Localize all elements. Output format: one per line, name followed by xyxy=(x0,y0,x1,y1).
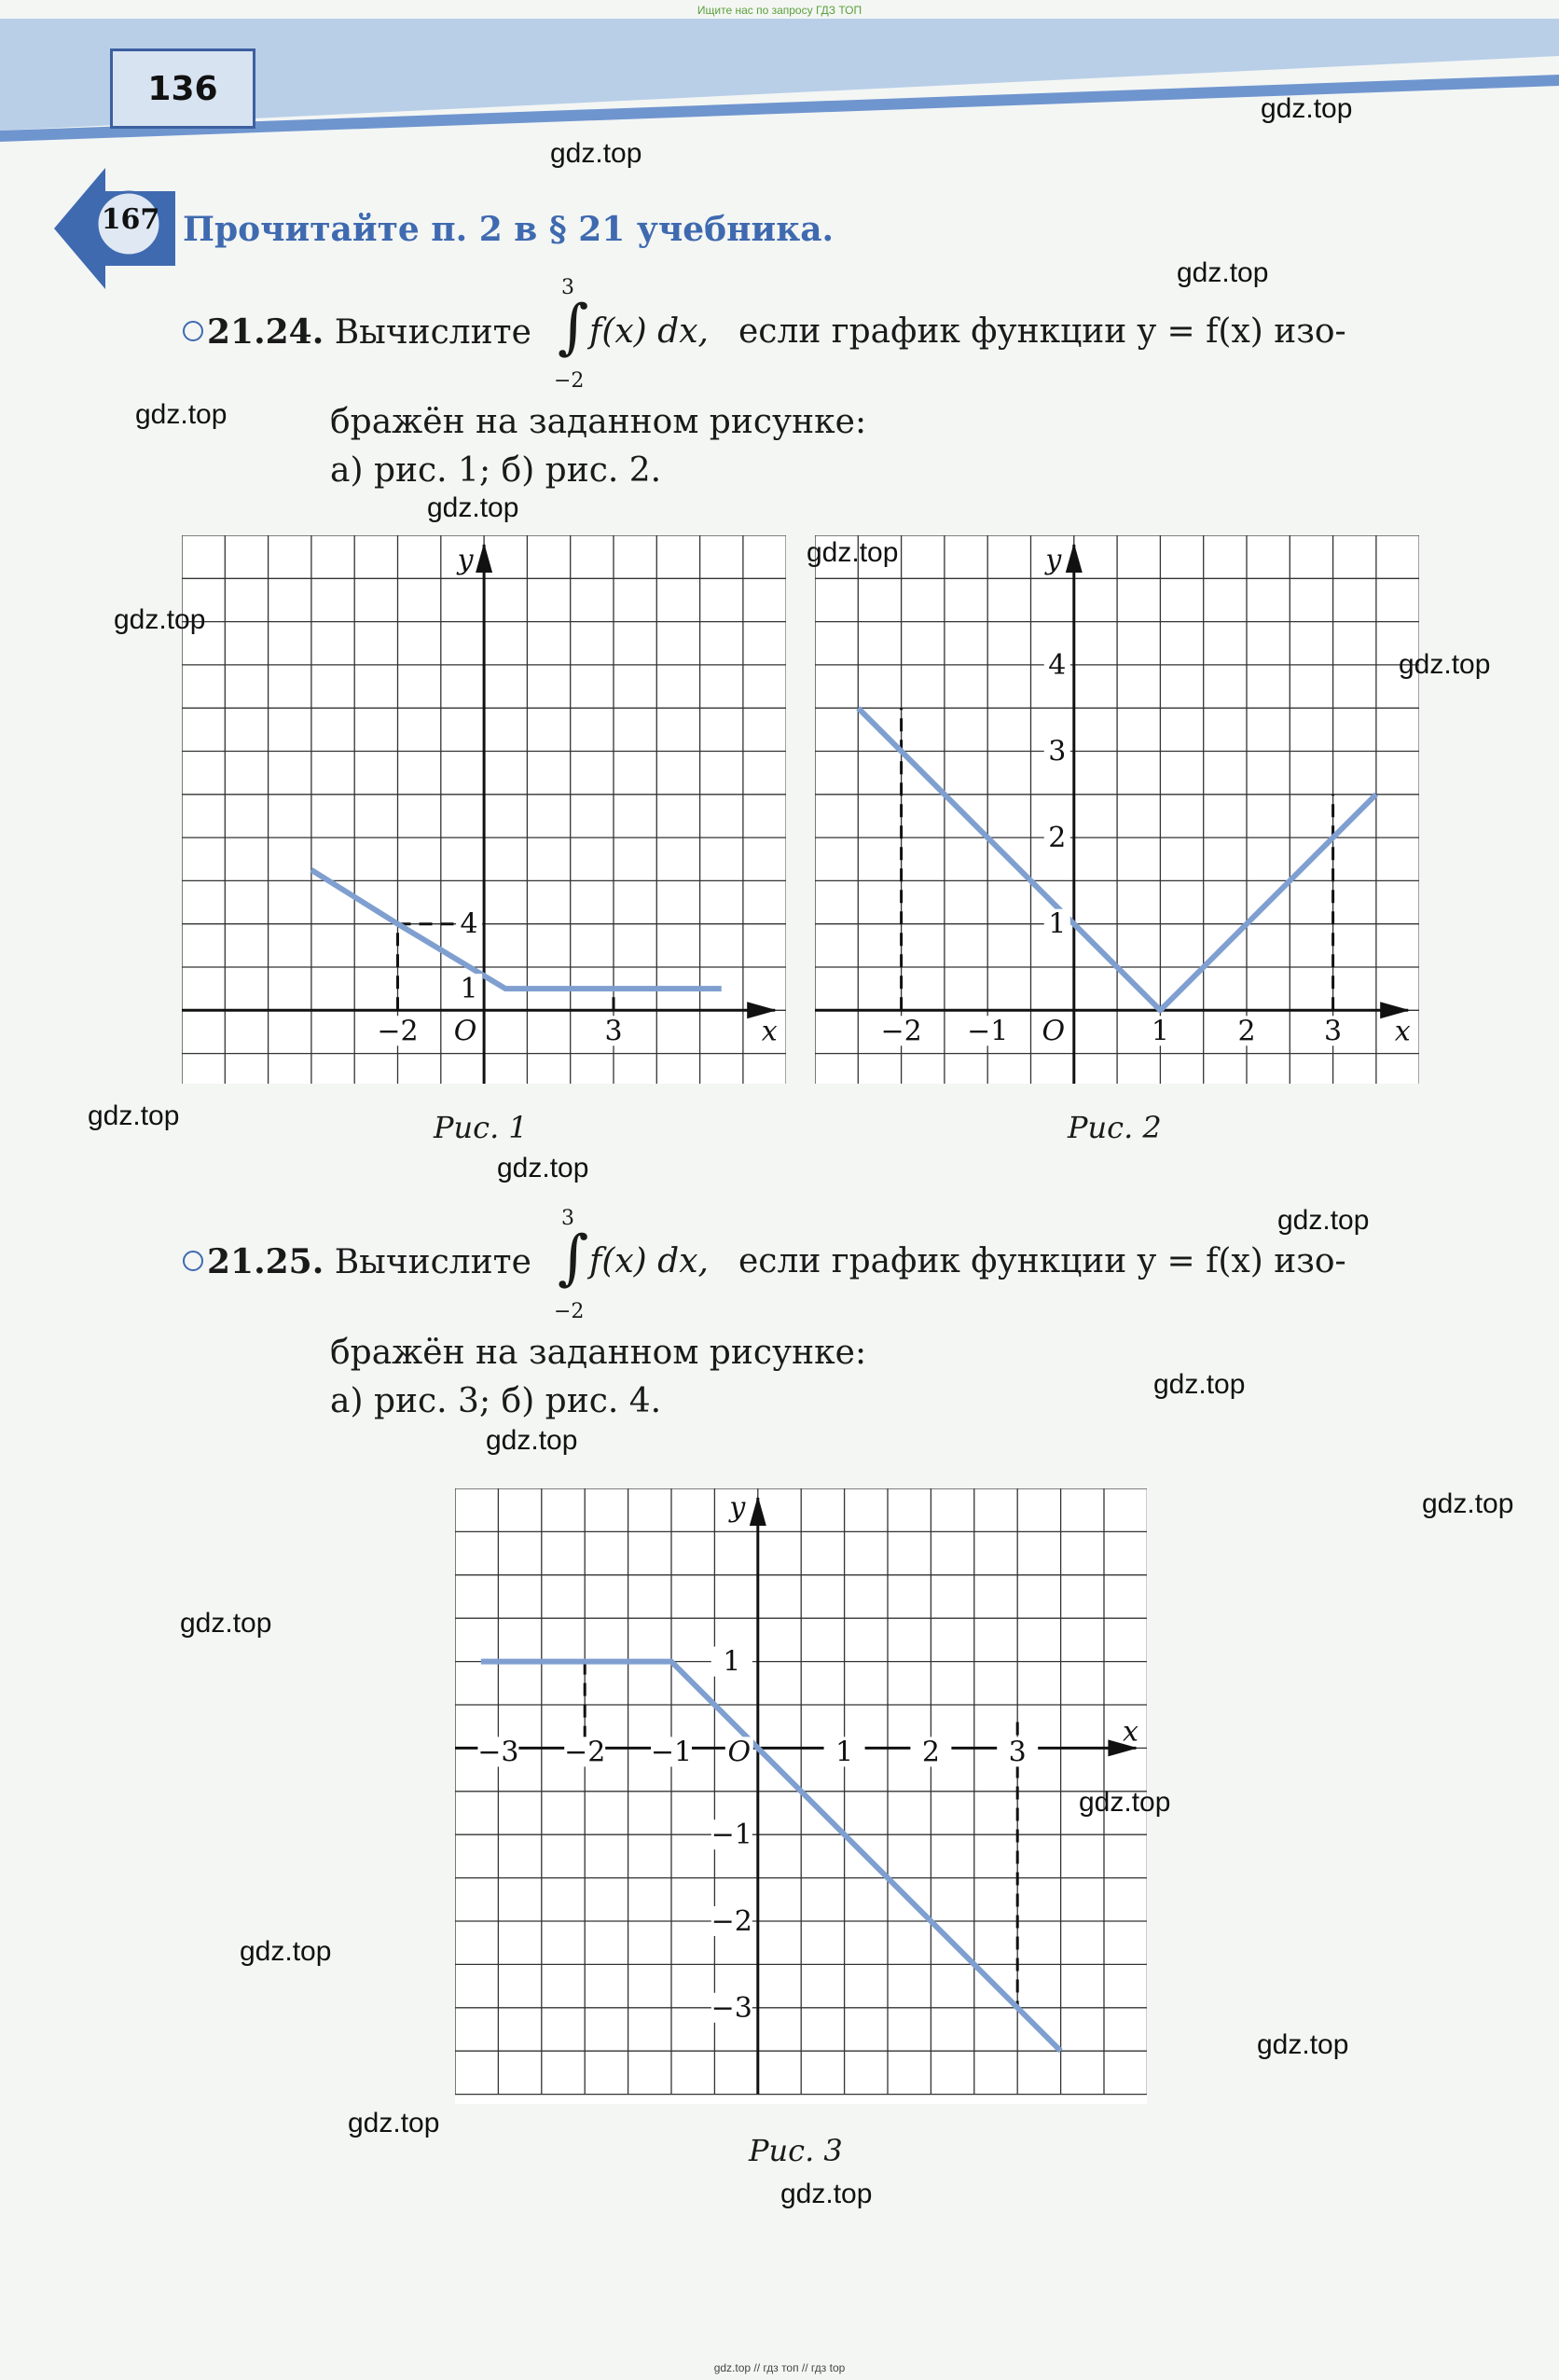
y-tick-label: −3 xyxy=(711,1991,752,2025)
integrand: f(x) dx, xyxy=(589,312,709,351)
watermark: gdz.top xyxy=(1261,93,1353,124)
origin-label: O xyxy=(1042,1015,1066,1048)
problem-text-line3: а) рис. 1; б) рис. 2. xyxy=(330,451,662,490)
x-tick-label: 1 xyxy=(835,1736,854,1769)
function-graph-line xyxy=(311,870,722,989)
y-tick-label: 4 xyxy=(460,907,478,941)
problem-number: 21.25. xyxy=(207,1242,324,1281)
watermark: gdz.top xyxy=(497,1153,589,1183)
x-tick-label: −2 xyxy=(564,1736,606,1769)
page-number: 136 xyxy=(110,48,255,129)
problem-verb: Вычислите xyxy=(334,313,531,352)
x-axis-label: x xyxy=(1122,1715,1138,1749)
watermark: gdz.top xyxy=(1399,649,1491,680)
x-axis-label: x xyxy=(1394,1015,1411,1048)
y-tick-label: −1 xyxy=(711,1819,752,1852)
y-tick-label: 1 xyxy=(723,1645,741,1679)
watermark: gdz.top xyxy=(486,1425,578,1456)
problem-21-25-line1 xyxy=(183,1242,531,1281)
figure-3-graph xyxy=(455,1488,1147,2104)
figure-1-caption: Рис. 1 xyxy=(434,1110,528,1145)
y-axis-label: y xyxy=(1045,544,1062,576)
header-note: Ищите нас по запросу ГДЗ ТОП xyxy=(697,4,862,17)
watermark: gdz.top xyxy=(348,2108,440,2138)
watermark: gdz.top xyxy=(135,399,228,430)
watermark: gdz.top xyxy=(240,1936,332,1967)
x-axis-label: x xyxy=(761,1015,778,1048)
problem-text-rest: если график функции y = f(x) изо- xyxy=(738,1242,1346,1280)
y-tick-label: 3 xyxy=(1048,735,1067,768)
watermark: gdz.top xyxy=(180,1608,272,1639)
hint-text: Прочитайте п. 2 в § 21 учебника. xyxy=(183,210,835,249)
problem-text-line3: а) рис. 3; б) рис. 4. xyxy=(330,1382,662,1420)
integral-sign: ∫ xyxy=(558,1224,589,1293)
origin-label: O xyxy=(727,1736,752,1769)
problem-text-rest: если график функции y = f(x) изо- xyxy=(738,312,1346,351)
x-tick-label: −1 xyxy=(967,1015,1009,1048)
x-tick-label: 3 xyxy=(604,1015,623,1048)
x-tick-label: −2 xyxy=(377,1015,419,1048)
watermark: gdz.top xyxy=(1277,1205,1370,1236)
y-tick-label: 1 xyxy=(460,973,478,1006)
watermark: gdz.top xyxy=(427,492,519,523)
problem-text-line2: бражён на заданном рисунке: xyxy=(330,1334,867,1372)
watermark: gdz.top xyxy=(550,138,642,169)
y-tick-label: 1 xyxy=(1048,907,1067,941)
watermark: gdz.top xyxy=(88,1100,180,1131)
problem-21-24-line1 xyxy=(183,312,531,352)
x-tick-label: 2 xyxy=(921,1736,940,1769)
y-tick-label: 4 xyxy=(1048,648,1067,682)
watermark: gdz.top xyxy=(1422,1488,1514,1519)
watermark: gdz.top xyxy=(1153,1369,1246,1400)
watermark: gdz.top xyxy=(807,537,899,568)
x-tick-label: 1 xyxy=(1151,1015,1169,1048)
integral-sign: ∫ xyxy=(558,293,589,362)
problem-number: 21.24. xyxy=(207,312,324,352)
integral-upper-limit: 3 xyxy=(561,1207,574,1230)
integrand: f(x) dx, xyxy=(589,1242,709,1280)
x-tick-label: −3 xyxy=(477,1736,519,1769)
problem-text-line2: бражён на заданном рисунке: xyxy=(330,403,867,441)
integral-lower-limit: −2 xyxy=(554,369,585,393)
y-axis-label: y xyxy=(729,1491,746,1524)
problem-verb: Вычислите xyxy=(334,1243,531,1281)
x-tick-label: 2 xyxy=(1237,1015,1256,1048)
optional-circle-icon xyxy=(183,321,203,341)
y-axis-arrow-icon xyxy=(476,543,492,573)
y-axis-arrow-icon xyxy=(1066,543,1083,573)
figure-2-caption: Рис. 2 xyxy=(1068,1110,1162,1145)
y-axis-label: y xyxy=(457,544,474,576)
figure-3-caption: Рис. 3 xyxy=(749,2133,843,2168)
footer-note: gdz.top // гдз топ // гдз top xyxy=(713,2361,846,2374)
y-tick-label: 2 xyxy=(1048,822,1067,855)
y-tick-label: −2 xyxy=(711,1905,752,1938)
integral-lower-limit: −2 xyxy=(554,1300,585,1323)
figure-2-graph xyxy=(815,535,1419,1084)
figure-1-graph xyxy=(182,535,786,1084)
y-axis-arrow-icon xyxy=(750,1496,766,1526)
x-tick-label: 3 xyxy=(1324,1015,1343,1048)
watermark: gdz.top xyxy=(780,2179,873,2209)
origin-label: O xyxy=(453,1015,477,1048)
watermark: gdz.top xyxy=(1177,257,1269,288)
integral-upper-limit: 3 xyxy=(561,276,574,299)
hint-number: 167 xyxy=(101,203,160,236)
watermark: gdz.top xyxy=(114,604,206,635)
x-tick-label: −1 xyxy=(650,1736,693,1769)
watermark: gdz.top xyxy=(1079,1787,1171,1818)
x-tick-label: −2 xyxy=(880,1015,922,1048)
x-tick-label: 3 xyxy=(1008,1736,1027,1769)
optional-circle-icon xyxy=(183,1251,203,1271)
watermark: gdz.top xyxy=(1257,2029,1349,2060)
